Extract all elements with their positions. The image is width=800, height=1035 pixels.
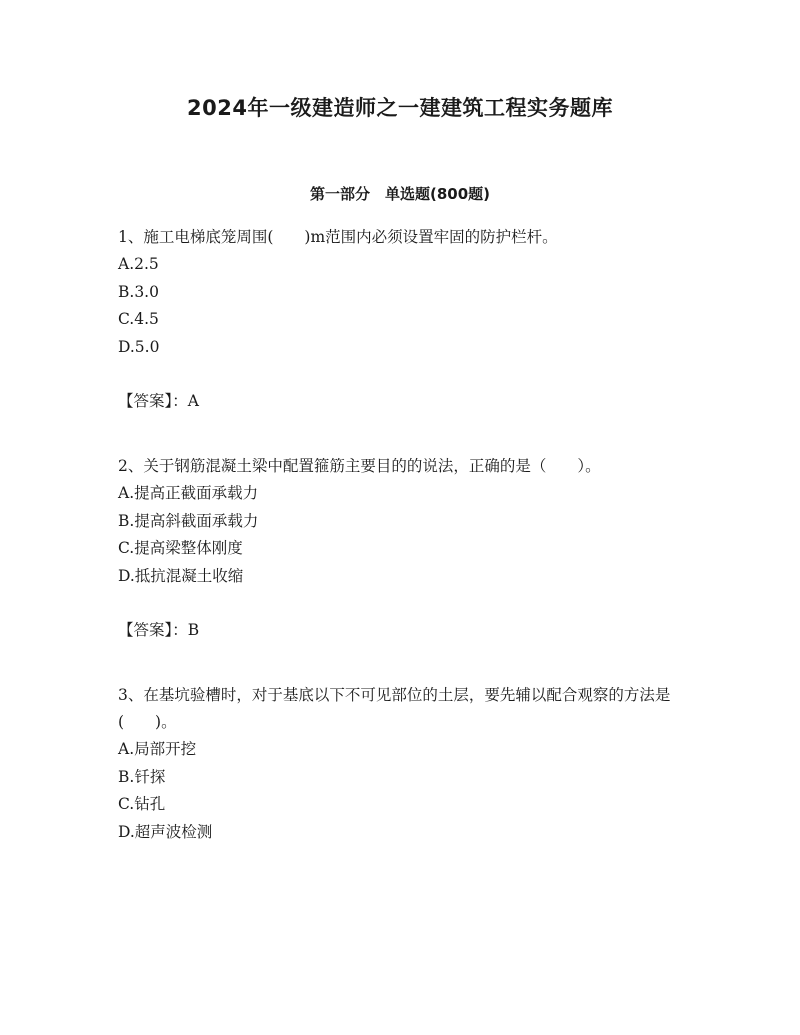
option-list [118,251,678,361]
question-1 [118,224,678,415]
option-a: A.局部开挖 [118,740,197,758]
document-title: 2024年一级建造师之一建建筑工程实务题库 [187,96,613,120]
answer-line: 【答案】：B [118,621,200,639]
option-a: A.2.5 [118,255,159,273]
option-list [118,736,678,846]
question-2 [118,453,678,644]
option-b: B.3.0 [118,282,159,301]
option-c: C.4.5 [118,310,159,328]
option-a: A.提高正截面承载力 [118,484,259,502]
option-b: B.钎探 [118,767,166,786]
question-list [118,224,678,884]
option-list [118,480,678,590]
question-text: 3、在基坑验槽时，对于基底以下不可见部位的土层，要先辅以配合观察的方法是( )。 [118,686,671,731]
option-c: C.钻孔 [118,795,166,813]
option-b: B.提高斜截面承载力 [118,511,259,530]
option-d: D.5.0 [118,337,160,356]
question-text: 1、施工电梯底笼周围( )m范围内必须设置牢固的防护栏杆。 [118,228,558,246]
section-heading: 第一部分 单选题(800题) [309,185,491,203]
question-text: 2、关于钢筋混凝土梁中配置箍筋主要目的的说法，正确的是（ ）。 [118,457,601,475]
answer-line: 【答案】：A [118,392,199,410]
question-3 [118,682,678,846]
option-d: D.超声波检测 [118,822,213,841]
option-c: C.提高梁整体刚度 [118,539,243,557]
option-d: D.抵抗混凝土收缩 [118,566,244,585]
